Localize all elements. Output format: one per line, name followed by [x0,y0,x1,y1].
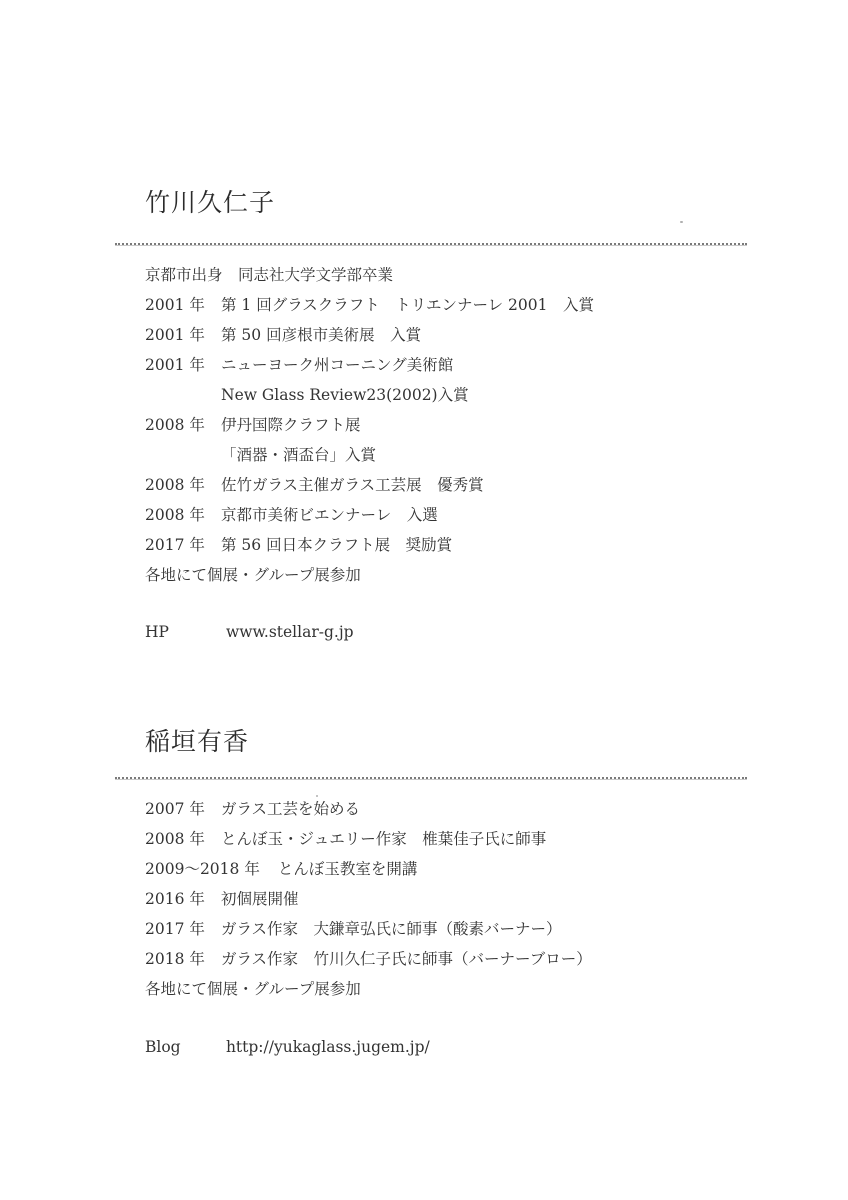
career-entry [145,320,594,350]
website-link[interactable]: www.stellar-g.jp [225,623,354,641]
artist-name: 竹川久仁子 [145,188,276,217]
entry-year: 2001 年 [145,296,205,314]
entry-year [145,380,221,410]
career-entry [145,530,594,560]
entry-year: 2008 年 [145,476,205,494]
career-entry [145,794,592,824]
entry-text: 「酒器・酒盃台」入賞 [221,446,377,464]
entry-year: 2008 年 [145,506,205,524]
entry-text: 伊丹国際クラフト展 [221,416,361,434]
career-entry [145,350,594,380]
entry-year: 2007 年 [145,800,205,818]
career-entry [145,944,592,974]
career-entry [145,380,594,410]
entry-year: 2017 年 [145,920,205,938]
entry-text: 京都市美術ビエンナーレ 入選 [221,506,438,524]
scan-speck [680,221,683,223]
entry-text: 京都市出身 同志社大学文学部卒業 [145,266,394,284]
entry-year: 2001 年 [145,356,205,374]
entry-text: とんぼ玉教室を開講 [277,860,418,878]
dotted-divider [115,243,747,245]
entry-text: ニューヨーク州コーニング美術館 [221,356,454,374]
career-list [145,260,594,590]
career-entry [145,260,594,290]
dotted-divider [115,777,747,779]
career-entry [145,290,594,320]
career-list [145,794,592,1004]
career-entry [145,440,594,470]
entry-text: 初個展開催 [221,890,299,908]
entry-year: 2008 年 [145,830,205,848]
entry-text: とんぼ玉・ジュエリー作家 椎葉佳子氏に師事 [221,830,547,848]
entry-text: 第 1 回グラスクラフト トリエンナーレ 2001 入賞 [221,296,595,314]
entry-text: 各地にて個展・グループ展参加 [145,566,361,584]
blog-link[interactable]: http://yukaglass.jugem.jp/ [225,1038,430,1056]
entry-year: 2001 年 [145,326,205,344]
career-entry [145,410,594,440]
entry-year: 2008 年 [145,416,205,434]
link-label: Blog [145,1038,181,1056]
scan-speck [316,795,318,797]
entry-text: 佐竹ガラス主催ガラス工芸展 優秀賞 [221,476,484,494]
career-entry [145,884,592,914]
entry-year: 2017 年 [145,536,205,554]
entry-text: 第 50 回彦根市美術展 入賞 [221,326,422,344]
entry-text: 各地にて個展・グループ展参加 [145,980,361,998]
entry-year [145,440,221,470]
website-line [145,617,354,647]
entry-year: 2016 年 [145,890,205,908]
career-entry [145,854,592,884]
career-entry [145,914,592,944]
entry-year: 2018 年 [145,950,205,968]
entry-text: New Glass Review23(2002)入賞 [221,386,469,404]
entry-year: 2009〜2018 年 [145,860,260,878]
link-label: HP [145,623,169,641]
career-entry [145,560,594,590]
blog-line [145,1032,430,1062]
artist-name: 稲垣有香 [145,727,250,756]
entry-text: ガラス作家 大鎌章弘氏に師事（酸素バーナー） [221,920,562,938]
career-entry [145,470,594,500]
career-entry [145,974,592,1004]
career-entry [145,500,594,530]
career-entry [145,824,592,854]
entry-text: ガラス作家 竹川久仁子氏に師事（バーナーブロー） [221,950,592,968]
entry-text: 第 56 回日本クラフト展 奨励賞 [221,536,453,554]
entry-text: ガラス工芸を始める [221,800,361,818]
